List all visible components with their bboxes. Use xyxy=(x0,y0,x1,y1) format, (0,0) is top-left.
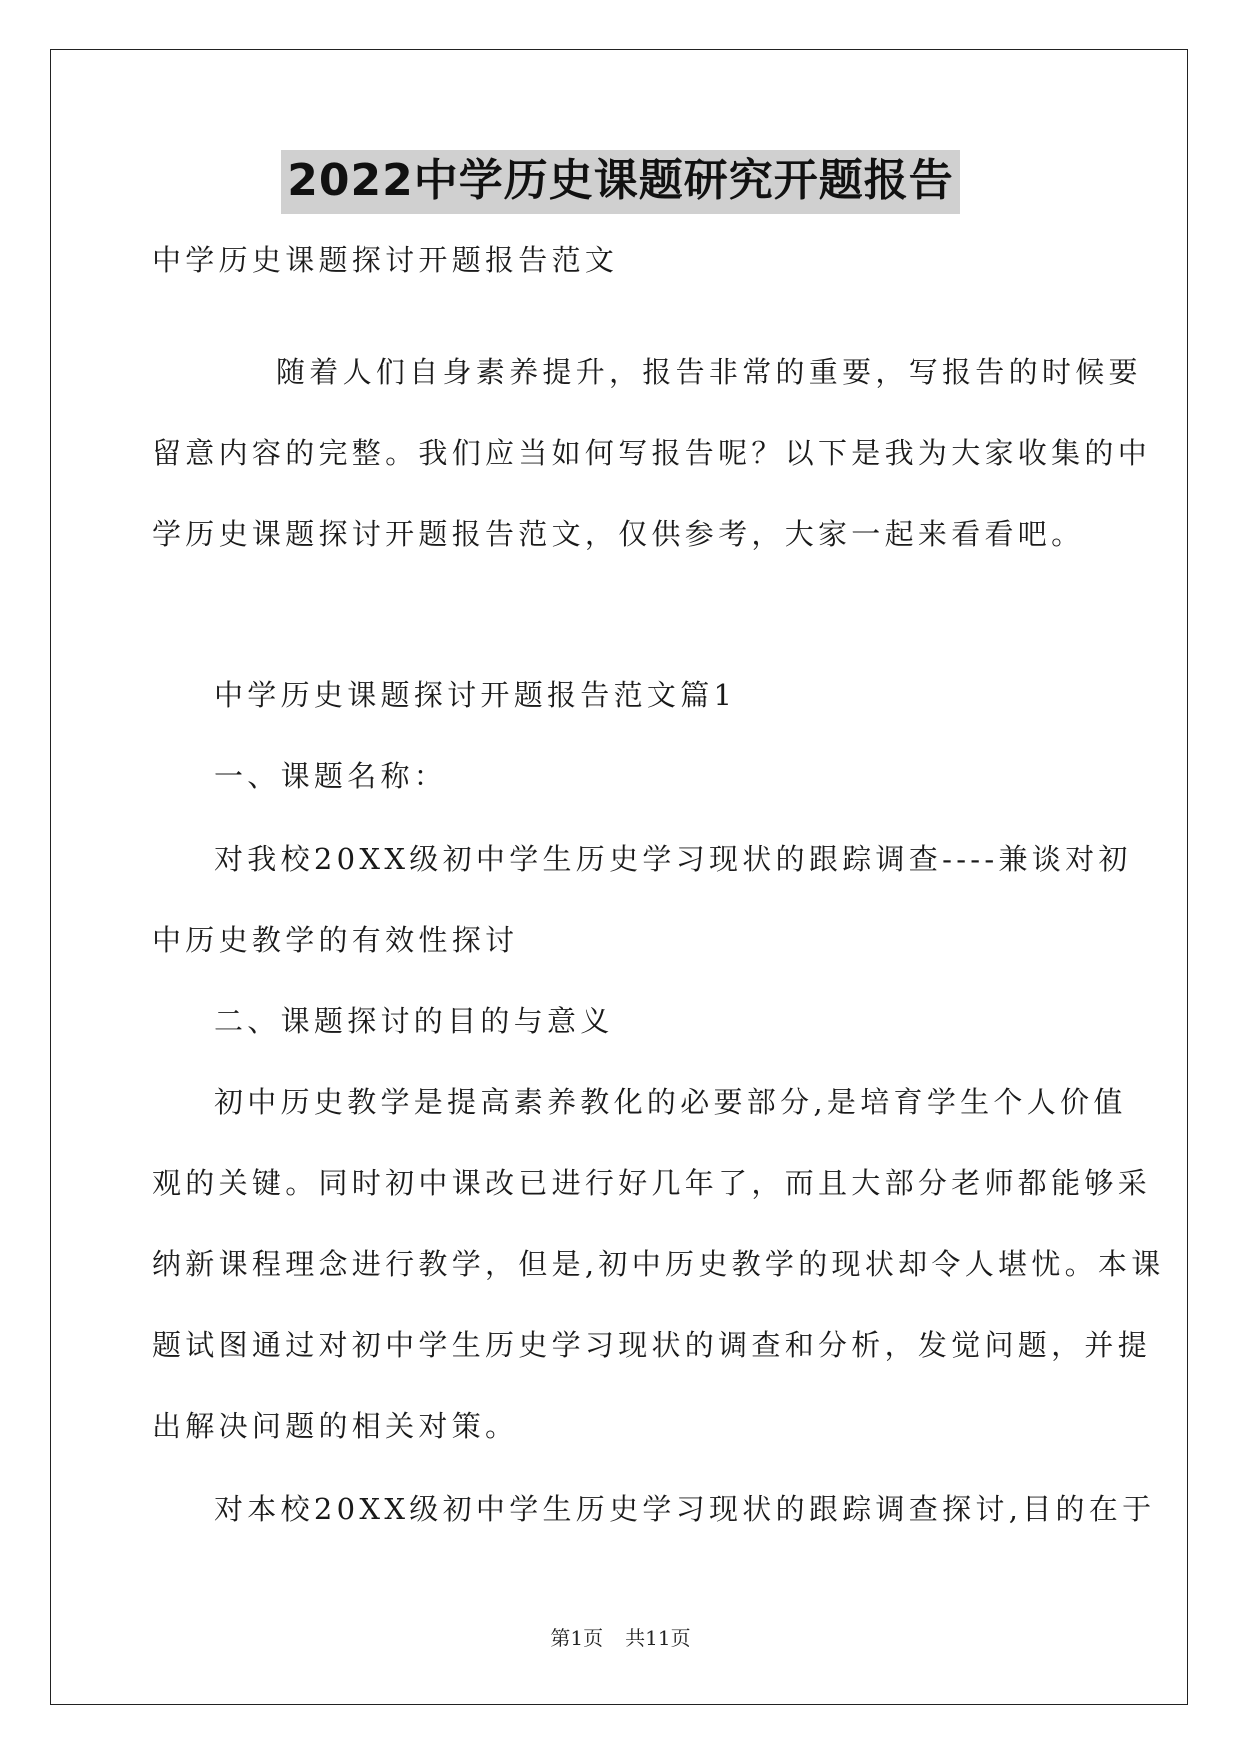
section-heading: 中学历史课题探讨开题报告范文篇1 xyxy=(214,678,737,712)
paragraph-line: 对本校20XX级初中学生历史学习现状的跟踪调查探讨,目的在于 xyxy=(214,1492,1156,1526)
paragraph-line: 出解决问题的相关对策。 xyxy=(152,1409,519,1443)
section-heading: 一、课题名称： xyxy=(214,759,448,793)
paragraph-line: 学历史课题探讨开题报告范文，仅供参考，大家一起来看看吧。 xyxy=(152,517,1085,551)
paragraph-line: 中历史教学的有效性探讨 xyxy=(152,923,519,957)
section-heading: 二、课题探讨的目的与意义 xyxy=(214,1004,614,1038)
paragraph-line: 随着人们自身素养提升，报告非常的重要，写报告的时候要 xyxy=(276,355,1142,389)
paragraph-line: 纳新课程理念进行教学，但是,初中历史教学的现状却令人堪忧。本课 xyxy=(152,1247,1165,1281)
paragraph-line: 初中历史教学是提高素养教化的必要部分,是培育学生个人价值 xyxy=(214,1085,1127,1119)
subtitle-line: 中学历史课题探讨开题报告范文 xyxy=(152,243,619,277)
page-footer xyxy=(0,1624,1241,1652)
paragraph-line: 留意内容的完整。我们应当如何写报告呢？以下是我为大家收集的中 xyxy=(152,436,1152,470)
paragraph-line: 对我校20XX级初中学生历史学习现状的跟踪调查----兼谈对初 xyxy=(214,842,1132,876)
paragraph-line: 观的关键。同时初中课改已进行好几年了，而且大部分老师都能够采 xyxy=(152,1166,1152,1200)
title-container xyxy=(0,150,1241,214)
document-title: 2022中学历史课题研究开题报告 xyxy=(281,150,959,214)
paragraph-line: 题试图通过对初中学生历史学习现状的调查和分析，发觉问题，并提 xyxy=(152,1328,1152,1362)
page-number: 第1页 xyxy=(550,1626,604,1650)
page-total: 共11页 xyxy=(625,1626,691,1650)
